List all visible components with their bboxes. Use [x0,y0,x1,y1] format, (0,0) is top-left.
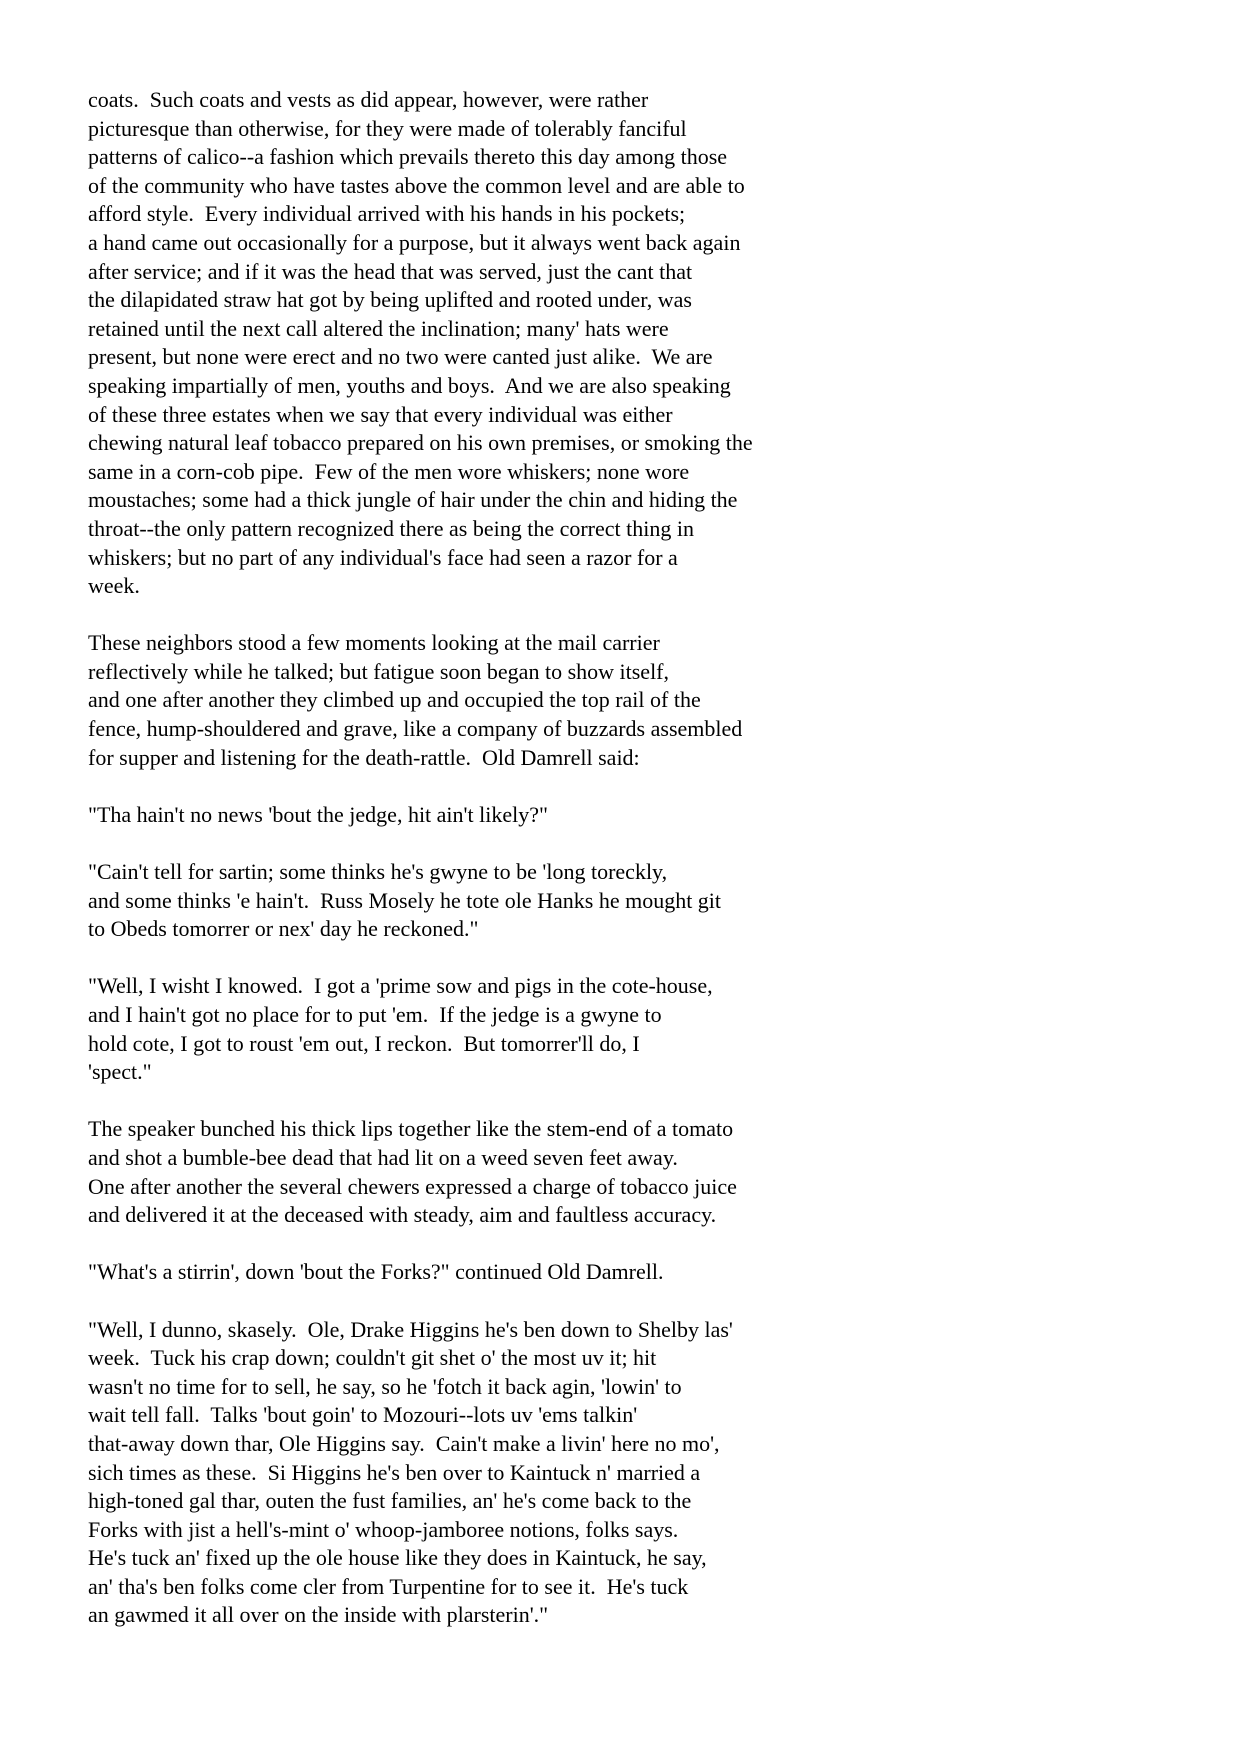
text-line: wait tell fall. Talks 'bout goin' to Mozouri--lots uv 'ems talkin' [88,1402,638,1428]
text-line: chewing natural leaf tobacco prepared on his own premises, or smoking the [88,430,753,456]
text-line: sich times as these. Si Higgins he's ben over to Kaintuck n' married a [88,1459,701,1485]
text-line: an' tha's ben folks come cler from Turpentine for to see it. He's tuck [88,1573,689,1599]
text-line: afford style. Every individual arrived with his hands in his pockets; [88,201,686,227]
paragraph-6 [88,1115,1088,1229]
text-line: moustaches; some had a thick jungle of hair under the chin and hiding the [88,487,738,513]
text-line: These neighbors stood a few moments looking at the mail carrier [88,630,660,656]
text-line: The speaker bunched his thick lips together like the stem-end of a tomato [88,1116,734,1142]
text-line: present, but none were erect and no two were canted just alike. We are [88,344,713,370]
text-line: "What's a stirrin', down 'bout the Forks?" continued Old Damrell. [88,1259,664,1285]
text-line: same in a corn-cob pipe. Few of the men wore whiskers; none wore [88,458,690,484]
paragraph-1 [88,86,1088,601]
text-line: high-toned gal thar, outen the fust families, an' he's come back to the [88,1488,692,1514]
text-line: and shot a bumble-bee dead that had lit on a weed seven feet away. [88,1144,678,1170]
text-line: after service; and if it was the head that was served, just the cant that [88,258,693,284]
text-line: hold cote, I got to roust 'em out, I reckon. But tomorrer'll do, I [88,1030,640,1056]
text-line: a hand came out occasionally for a purpose, but it always went back again [88,229,741,255]
text-line: One after another the several chewers expressed a charge of tobacco juice [88,1173,737,1199]
text-line: an gawmed it all over on the inside with plarsterin'." [88,1602,549,1628]
paragraph-8 [88,1316,1088,1631]
text-line: 'spect." [88,1059,152,1085]
paragraph-2 [88,629,1088,772]
text-line: and some thinks 'e hain't. Russ Mosely he tote ole Hanks he mought git [88,887,722,913]
text-line: retained until the next call altered the inclination; many' hats were [88,315,669,341]
text-line: Forks with jist a hell's-mint o' whoop-jamboree notions, folks says. [88,1516,679,1542]
text-line: "Well, I dunno, skasely. Ole, Drake Higgins he's ben down to Shelby las' [88,1316,733,1342]
text-line: He's tuck an' fixed up the ole house like they does in Kaintuck, he say, [88,1545,707,1571]
text-line: throat--the only pattern recognized there as being the correct thing in [88,515,694,541]
paragraph-5 [88,972,1088,1086]
text-line: week. Tuck his crap down; couldn't git shet o' the most uv it; hit [88,1345,657,1371]
text-line: week. [88,573,140,599]
text-line: speaking impartially of men, youths and boys. And we are also speaking [88,372,731,398]
text-line: the dilapidated straw hat got by being uplifted and rooted under, was [88,287,692,313]
text-line: whiskers; but no part of any individual's face had seen a razor for a [88,544,678,570]
text-line: picturesque than otherwise, for they were made of tolerably fanciful [88,115,687,141]
text-line: and one after another they climbed up and occupied the top rail of the [88,687,701,713]
text-line: fence, hump-shouldered and grave, like a company of buzzards assembled [88,716,743,742]
text-line: reflectively while he talked; but fatigue soon began to show itself, [88,658,670,684]
text-line: for supper and listening for the death-rattle. Old Damrell said: [88,744,640,770]
paragraph-4 [88,858,1088,944]
paragraph-3 [88,801,1088,830]
text-line: that-away down thar, Ole Higgins say. Cain't make a livin' here no mo', [88,1430,720,1456]
text-line: and I hain't got no place for to put 'em. If the jedge is a gwyne to [88,1002,662,1027]
text-line: to Obeds tomorrer or nex' day he reckoned." [88,916,479,942]
text-line: patterns of calico--a fashion which prevails thereto this day among those [88,144,728,170]
text-line: wasn't no time for to sell, he say, so he 'fotch it back agin, 'lowin' to [88,1373,682,1399]
text-line: of the community who have tastes above the common level and are able to [88,172,745,198]
paragraph-7 [88,1258,1088,1287]
text-line: "Tha hain't no news 'bout the jedge, hit ain't likely?" [88,801,548,827]
text-line: and delivered it at the deceased with steady, aim and faultless accuracy. [88,1202,717,1228]
text-line: of these three estates when we say that every individual was either [88,401,673,427]
document-page [88,86,1088,1659]
text-line: coats. Such coats and vests as did appear, however, were rather [88,87,649,112]
text-line: "Cain't tell for sartin; some thinks he's gwyne to be 'long toreckly, [88,859,668,885]
text-line: "Well, I wisht I knowed. I got a 'prime sow and pigs in the cote-house, [88,973,713,999]
